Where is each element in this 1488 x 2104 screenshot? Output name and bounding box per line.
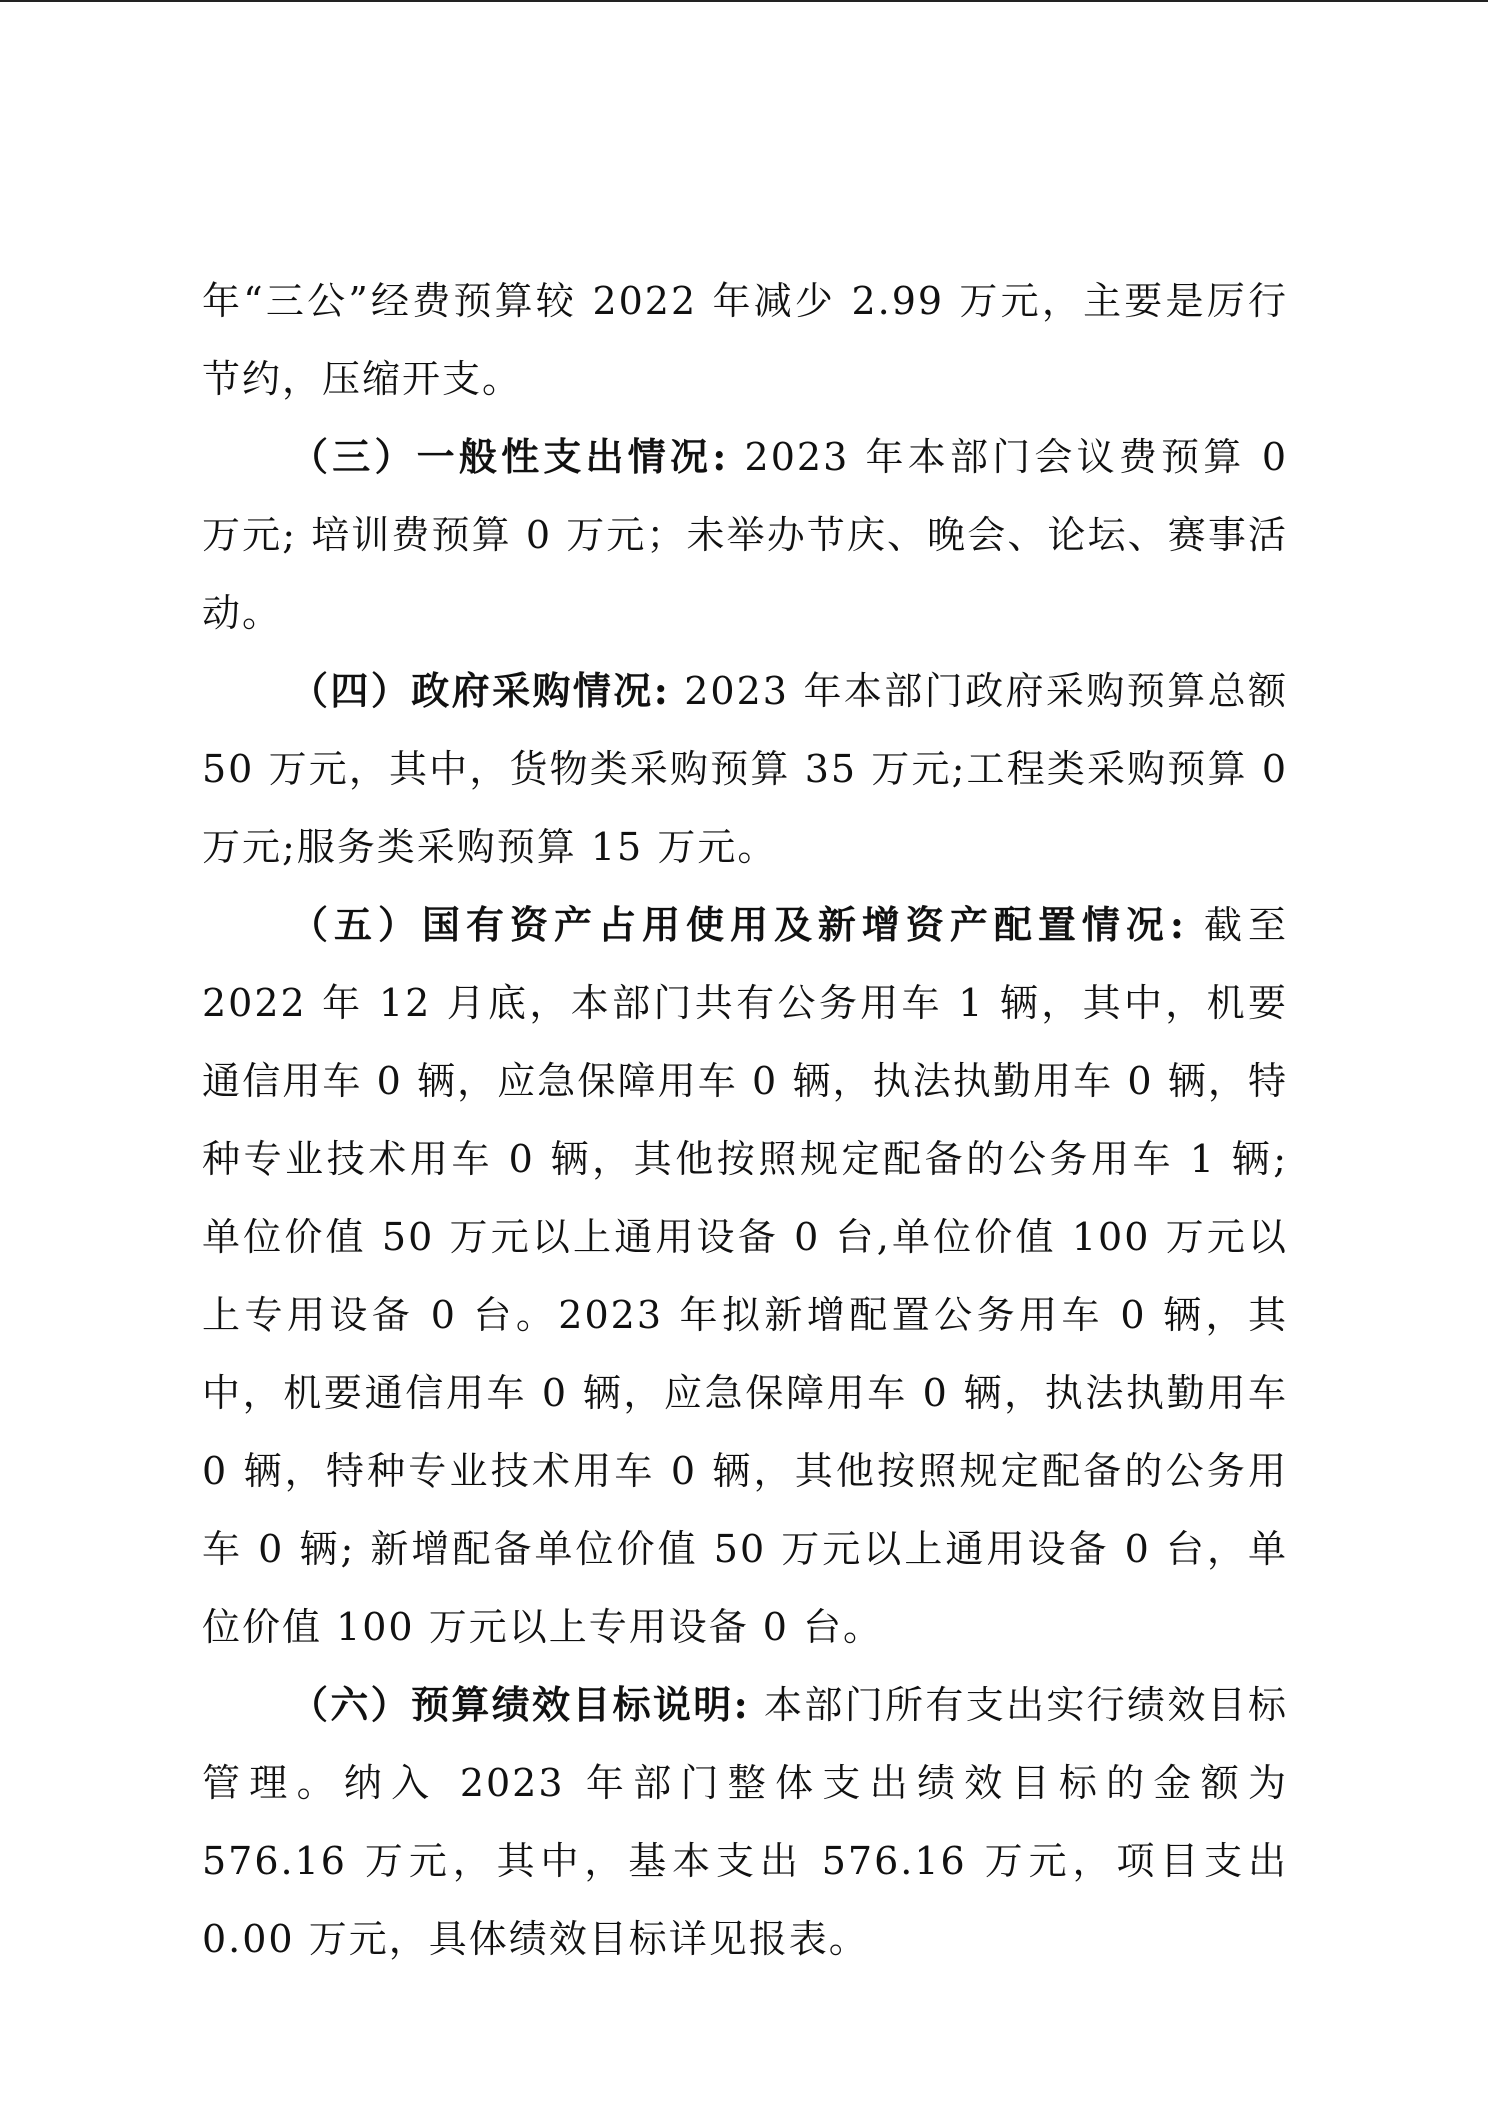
paragraph-text: 2023 年本部门政府采购预算总额 50 万元，其中，货物类采购预算 35 万元;工程类采购预算 0 万元;服务类采购预算 15 万元。 — [202, 669, 1288, 869]
section-heading-government-procurement: （四）政府采购情况: — [290, 668, 670, 713]
paragraph-general-expenditure — [202, 418, 1288, 652]
paragraph-performance-targets — [202, 1666, 1288, 1978]
document-body — [202, 262, 1288, 1978]
section-heading-general-expenditure: （三）一般性支出情况: — [290, 434, 729, 479]
top-border-line — [0, 0, 1488, 2]
paragraph-text: 截至 2022 年 12 月底，本部门共有公务用车 1 辆，其中，机要通信用车 0 辆，应急保障用车 0 辆，执法执勤用车 0 辆，特种专业技术用车 0 辆，其他按照规定配备的公务用车 1 辆; 单位价值 50 万元以上通用设备 0 台,单位价值 100 万元以上专用设备 0 台。2023 年拟新增配置公务用车 0 辆，其中，机要通信用车 0 辆，应急保障用车 0 辆，执法执勤用车 0 辆，特种专业技术用车 0 辆，其他按照规定配备的公务用车 0 辆; 新增配备单位价值 50 万元以上通用设备 0 台，单位价值 100 万元以上专用设备 0 台。 — [202, 903, 1288, 1649]
paragraph-text: 2023 年本部门会议费预算 0 万元; 培训费预算 0 万元；未举办节庆、晚会、论坛、赛事活动。 — [202, 435, 1288, 635]
paragraph-government-procurement — [202, 652, 1288, 886]
paragraph-sangong-funds — [202, 262, 1288, 418]
paragraph-text: 年“三公”经费预算较 2022 年减少 2.99 万元，主要是厉行节约，压缩开支。 — [202, 279, 1288, 401]
section-heading-state-assets: （五）国有资产占用使用及新增资产配置情况: — [290, 902, 1186, 947]
paragraph-text: 本部门所有支出实行绩效目标管理。纳入 2023 年部门整体支出绩效目标的金额为 576.16 万元，其中，基本支出 576.16 万元，项目支出 0.00 万元，具体绩效目标详见报表。 — [202, 1683, 1288, 1961]
section-heading-performance-targets: （六）预算绩效目标说明: — [290, 1682, 750, 1727]
paragraph-state-assets — [202, 886, 1288, 1666]
